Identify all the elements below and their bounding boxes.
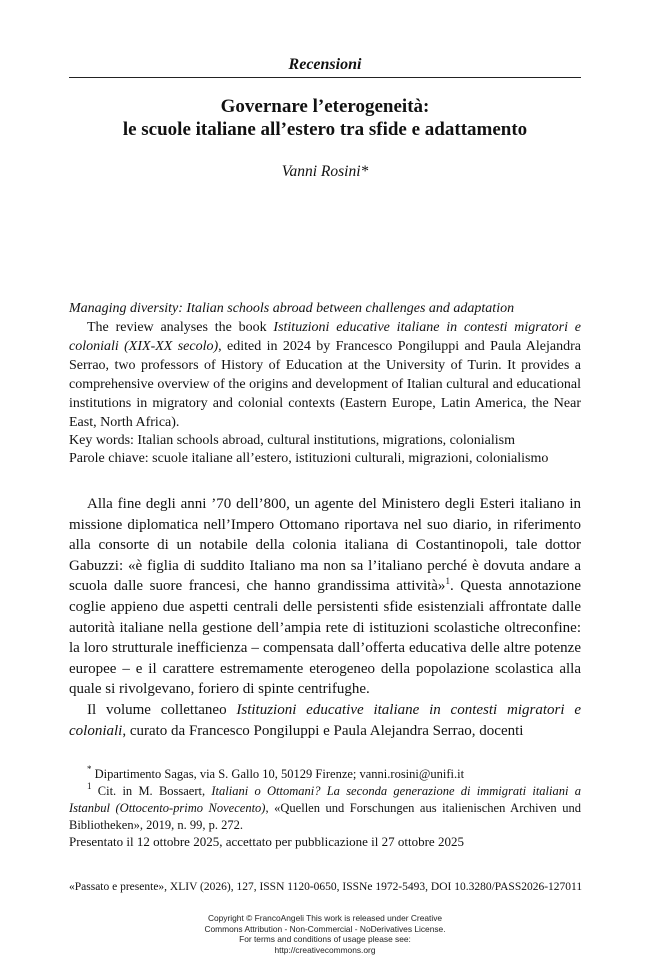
- footnotes: [69, 766, 581, 834]
- keywords-english: Key words: Italian schools abroad, cultural institutions, migrations, colonialism: [69, 433, 515, 448]
- journal-citation: «Passato e presente», XLIV (2026), 127, ISSN 1120-0650, ISSNe 1972-5493, DOI 10.3280/PASS2026-127011: [69, 881, 583, 893]
- license-link[interactable]: http://creativecommons.org: [274, 944, 376, 955]
- license-line-3: For terms and conditions of usage please see:: [239, 934, 411, 945]
- article-title-line-1: Governare l’eterogeneità:: [220, 96, 430, 117]
- submission-dates: Presentato il 12 ottobre 2025, accettato per pubblicazione il 27 ottobre 2025: [69, 834, 464, 849]
- article-title-line-2: le scuole italiane all’estero tra sfide e adattamento: [122, 119, 528, 140]
- body-text: [69, 494, 581, 741]
- abstract-text: The review analyses the book Istituzioni educative italiane in contesti migratori e coloniali (XIX-XX secolo), edited in 2024 by Francesco Pongiluppi and Paula Alejandra Serrao, two professors of History of Education at the University of Turin. It provides a comprehensive overview of the origins and development of Italian cultural and educational institutions in migratory and colonial contexts (Eastern Europe, Latin America, the Near East, North Africa).: [69, 320, 581, 430]
- footnote-ref-1: 1: [445, 576, 450, 587]
- keywords-italian: Parole chiave: scuole italiane all’estero, istituzioni culturali, migrazioni, colonialismo: [69, 451, 549, 466]
- body-paragraph-1: Alla fine degli anni ’70 dell’800, un agente del Ministero degli Esteri italiano in missione diplomatica nell’Impero Ottomano riportava nel suo diario, in riferimento alla consorte di un notabile della colonia italiana di Costantinopoli, tale dottor Gabuzzi: «è figlia di suddito Italiano ma non sa l’italiano perché è dovuta andare a scuola dalle suore francesi, che hanno grandissima attività»$^1$. Questa annotazione coglie appieno due aspetti centrali delle persistenti sfide esistenziali affrontate dalle autorità italiane nella gestione dell’ampia rete di istituzioni scolastiche oltreconfine: la loro strutturale inefficienza – compensata dall’offerta educativa delle altre potenze europee – e il carattere estremamente eterogeneo della popolazione scolastica alla quale si rivolgevano, foriero di spinte centrifughe.: [69, 496, 581, 698]
- body-paragraph-2: Il volume collettaneo Istituzioni educative italiane in contesti migratori e coloniali, curato da Francesco Pongiluppi e Paula Alejandra Serrao, docenti: [69, 701, 581, 739]
- license-line-1: Copyright © FrancoAngeli This work is released under Creative: [207, 913, 443, 923]
- keywords: [69, 432, 581, 468]
- article-title: [69, 95, 581, 141]
- author-name: Vanni Rosini*: [281, 163, 369, 180]
- license-notice: [0, 913, 650, 955]
- header-rule: [69, 77, 581, 78]
- license-line-2: Commons Attribution - Non-Commercial - NoDerivatives License.: [204, 923, 446, 934]
- footnote-affiliation: * Dipartimento Sagas, via S. Gallo 10, 50129 Firenze; vanni.rosini@unifi.it: [87, 764, 465, 781]
- abstract-book-title: Istituzioni educative italiane in contesti migratori e coloniali (XIX-XX secolo): [69, 320, 581, 354]
- section-heading: Recensioni: [288, 56, 362, 73]
- abstract-english-title: Managing diversity: Italian schools abroad between challenges and adaptation: [69, 301, 515, 316]
- abstract: [69, 299, 581, 432]
- footnote-1: $^1$ Cit. in M. Bossaert, Italiani o Ottomani? La seconda generazione di immigrati italiani a Istanbul (Ottocento-primo Novecento), «Quellen und Forschungen aus italienischen Archiven und Bibliotheken», 2019, n. 99, p. 272.: [69, 781, 581, 832]
- body-book-title: Istituzioni educative italiane in contesti migratori e coloniali: [69, 701, 581, 739]
